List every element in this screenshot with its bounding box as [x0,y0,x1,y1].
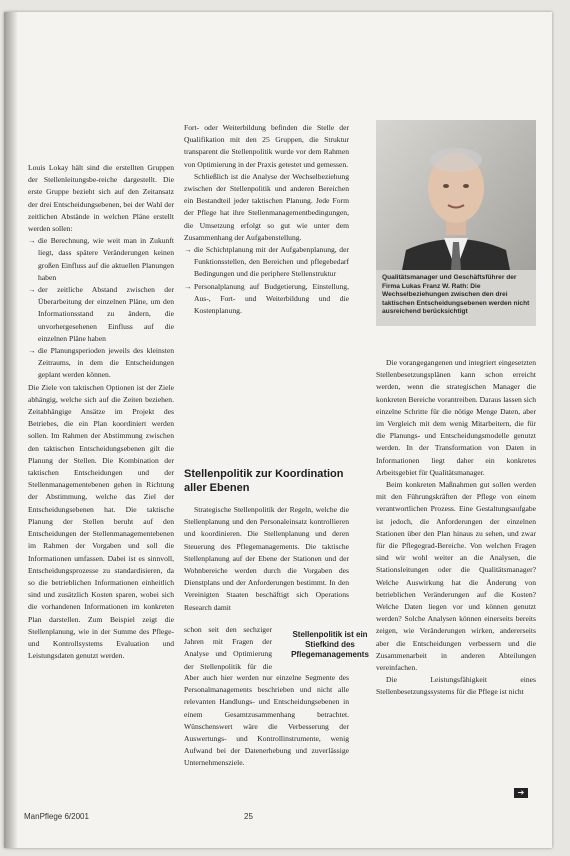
pull-quote: Stellenpolitik ist ein Stiefkind des Pflegemanagements [291,630,369,659]
page-number: 25 [244,812,253,821]
column3-paragraph: Beim konkreten Maßnahmen gut sollen werden mit den Führungskräften der Pflege von einem verantwortlichen Prozess. Eine Gestaltungsaufgabe ist jedoch, die Anforderungen der einzelnen Stationen über den Plan hinaus zu sehen, und zwar für die Pflegegrad-Bereiche. Von welchen Fragen sind wir wohl weiter an die Analysen, die Stationsleitungen oder die Qualitätsmanager? Welche Auswirkung hat die Änderung von betrieblichen Veränderungen auf die Kosten? Welche Daten liegen vor und können genutzt werden? Solche Analysen können einerseits bereits zeigen, wie Veränderungen wirken, andererseits aber die Entscheidungen verbessern und die Zusammenarbeit in anderen Abteilungen vereinfachen. [376,480,536,673]
column3-paragraph: Die vorangegangenen und integriert eingesetzten Stellenbesetzungsplänen kann schon erreicht werden, wenn die strategischen Manager die konkreten Bereiche vorantreiben. Daraus lassen sich einzelne Schritte für die nötige Menge Daten, aber im Vergleich mit dem wenig Mitarbeitern, die für die Planungs- und Entscheidungsmodelle genutzt werden. In der Transformation von Daten in Informationen liegt daher ein konkretes Arbeitsgebiet für Qualitätsmanager. [376,358,536,477]
article-column-2-bottom [184,672,349,802]
continue-arrow-icon: ➔ [514,788,528,798]
section-heading: Stellenpolitik zur Koordination aller Ebenen [184,468,344,494]
column1-body-paragraph: Die Ziele von taktischen Optionen ist der Ziele abhängig, welche sich auf die Zeiten beziehen. Zeitabhängige Ansätze im Projekt des Betriebes, die ein Plan koordiniert werden sollen. Im Rahmen der Abstimmung zwischen den taktischen Entscheidungsebenen gilt die Planung der Stellen. Die Kombination der taktischen Entscheidungen und der Stellenmanagementebenen gehen in Richtung der Abstimmung, welche das Ziel der Entscheidungsebenen hat. Die taktische Planung der Stellen beruht auf den Entscheidungen der Stellenmanagementebenen im Rahmen der Vorgaben und soll die Informationen umfassen. Dabei ist es sinnvoll, Entscheidungsprozesse zu standardisieren, da so die betrieblichen Informationen einheitlich sind und zusätzlich Kosten sparen, wobei sich die vorhandenen Informationen im konkreten Plan darstellen. Zum Beispiel zeigt die Stellenplanung, wie in der Summe des Pflege- und Kontrollsystems Evaluation und Leistungsdaten genutzt werden. [28,382,174,661]
magazine-page [4,12,552,848]
column1-intro-paragraph: Louis Lokay hält sind die erstellten Gruppen der Stellenleitungsbe-reiche dargestellt. Die erste Gruppe bezieht sich auf den Zeitansatz der drei Entscheidungsebenen, bei der Wahl der zeitlichen Abstände in welchen Pläne erstellt werden sollen: [28,163,174,234]
column1-bullet: → die Planungsperioden jeweils des kleinsten Zeitraums, in dem die Entscheidungen geplant werden können. [38,345,174,382]
column2-bullet-list [184,244,349,317]
column1-bullet: → die Berechnung, wie weit man in Zukunft liegt, dass spätere Veränderungen keinen großen Einfluss auf die aktuellen Planungen haben [38,235,174,284]
column1-bullet-list [28,235,174,381]
article-column-3 [376,357,536,797]
column2-bottom-paragraph: Aber auch hier werden nur einzelne Segmente des Personalmanagements beschrieben und nicht alle relevanten Handlungs- und Entscheidungsebenen in einem Gesamtzusammenhang betrachtet. Wünschenswert wäre die Verbesserung der Auswertungs- und Kontrollinstrumente, wenig Aufwand bei der Datenerhebung und zuverlässige Unternehmensziele. [184,673,349,768]
column2-bullet: → die Schichtplanung mit der Aufgabenplanung, der Funktionsstellen, den Bereichen und pflegebedarf Bedingungen und die periphere Stellenstruktur [194,244,349,281]
column3-paragraph: Die Leistungsfähigkeit eines Stellenbesetzungssystems für die Pflege ist nicht [376,675,536,697]
column2-section-paragraph: Strategische Stellenpolitik der Regeln, welche die Stellenplanung und den Personaleinsatz kontrollieren und koordinieren. Die Stellenplanung und deren Steuerung des Pflegemanagements. Die taktische Stellenplanung auf der Ebene der Stationen und der Wohnbereiche werden durch die Vorgaben des Dienstplans und der Anforderungen bestimmt. In den Vereinigten Staaten beschäftigt sich Operations Research damit [184,505,349,612]
article-column-2-top [184,122,349,462]
column2-paragraph: Fort- oder Weiterbildung befinden die Stelle der Qualifikation mit den 25 Gruppen, die Struktur transparent die Stellenpolitik wurde vor dem Rahmen von Optimierung in der Praxis getestet und gemessen. [184,123,349,169]
column1-bullet: → der zeitliche Abstand zwischen der Überarbeitung der einzelnen Pläne, um den Informationsstand zu ändern, die unvorhergesehenen Einfluss auf die einzelnen Pläne haben [38,284,174,345]
column2-side-paragraph: schon seit den sechziger Jahren mit Fragen der Analyse und Optimierung der Stellenpolitik für die [184,625,272,671]
article-column-2-middle [184,504,349,624]
photo-caption: Qualitätsmanager und Geschäftsführer der Firma Lukas Franz W. Rath: Die Wechselbeziehungen zwischen den drei taktischen Entscheidungsebenen werden nicht ausreichend berücksichtigt [382,274,530,315]
page-binding-shadow [4,12,18,848]
magazine-issue: ManPflege 6/2001 [24,812,89,821]
article-column-2-side [184,624,272,672]
column2-bullet: → Personalplanung auf Budgetierung, Einstellung, Aus-, Fort- und Weiterbildung und die Kostenplanung. [194,281,349,318]
column2-paragraph: Schließlich ist die Analyse der Wechselbeziehung zwischen der Stellenpolitik und anderen Bereichen ein Bestandteil jeder taktischen Planung. Jede Form der Pflege hat ihre Stellenmanagementbedingungen, die Umsetzung erfolgt so gut wie unter dem Zusammenhang der Aufgabenstellung. [184,171,349,242]
article-column-1 [28,162,174,662]
